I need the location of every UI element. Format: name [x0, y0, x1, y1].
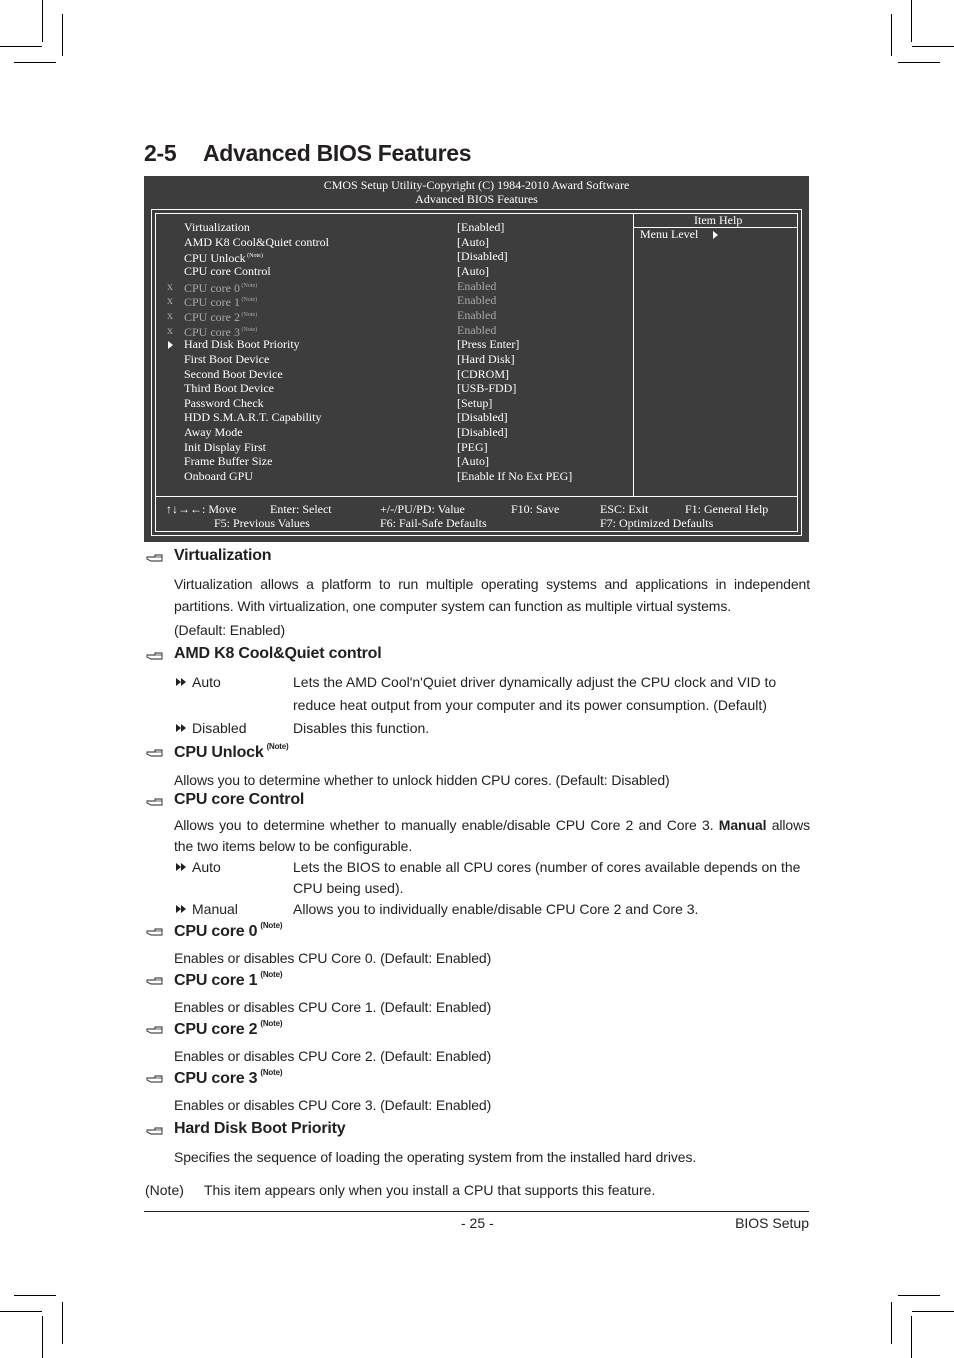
cool-quiet-option-disabled: Disabled	[176, 718, 246, 739]
cool-quiet-title: AMD K8 Cool&Quiet control	[174, 645, 382, 662]
crop-mark	[14, 1295, 56, 1296]
cpu-core3-description: Enables or disables CPU Core 3. (Default: Enabled)	[174, 1097, 492, 1113]
item-help-divider	[633, 214, 634, 496]
crop-mark	[891, 14, 892, 56]
footer-select-hint: Enter: Select	[270, 502, 332, 516]
bios-setting-label: Init Display First	[184, 439, 267, 454]
bios-setting-row[interactable]	[164, 440, 624, 455]
cpu-core1-description: Enables or disables CPU Core 1. (Default: Enabled)	[174, 999, 492, 1015]
submenu-arrow-icon	[164, 337, 176, 352]
core-control-option-auto: Auto	[176, 857, 221, 878]
bios-setting-value[interactable]: [Auto]	[457, 454, 489, 469]
footer-save-hint: F10: Save	[511, 502, 560, 516]
bios-setting-row[interactable]	[164, 235, 624, 250]
core-control-description: Allows you to determine whether to manually enable/disable CPU Core 2 and Core 3. Manual allows the two items below to be configurable.	[174, 817, 811, 854]
bios-setting-row[interactable]	[164, 381, 624, 396]
crop-mark	[62, 1302, 63, 1344]
crop-mark	[62, 14, 63, 56]
bios-setting-value[interactable]: [Hard Disk]	[457, 351, 515, 366]
pointing-hand-icon	[146, 796, 164, 808]
bios-setting-row[interactable]	[164, 352, 624, 367]
bios-setting-value[interactable]: [Auto]	[457, 263, 489, 278]
double-arrow-icon	[176, 899, 192, 920]
footer-help-hint: F1: General Help	[685, 502, 769, 516]
bios-setting-row[interactable]	[164, 264, 624, 279]
bios-setting-row[interactable]	[164, 367, 624, 382]
bios-setting-row[interactable]	[164, 249, 624, 264]
bios-setting-value[interactable]: [USB-FDD]	[457, 381, 517, 396]
bios-setting-label: CPU core 0 $^{(Note)}$	[184, 280, 258, 295]
crop-mark	[912, 1311, 954, 1312]
bios-setting-row[interactable]	[164, 454, 624, 469]
bios-header-copyright: CMOS Setup Utility-Copyright (C) 1984-2010 Award Software	[323, 178, 630, 192]
cpu-core0-description: Enables or disables CPU Core 0. (Default: Enabled)	[174, 950, 492, 966]
crop-mark	[14, 62, 56, 63]
menu-level-arrow-icon	[713, 231, 718, 239]
bios-setting-row[interactable]	[164, 410, 624, 425]
bios-setting-row[interactable]	[164, 293, 624, 308]
pointing-hand-icon	[146, 650, 164, 662]
footer-rule	[144, 1211, 809, 1212]
crop-mark	[898, 1295, 940, 1296]
bios-setting-label: HDD S.M.A.R.T. Capability	[184, 410, 322, 425]
crop-mark	[891, 1302, 892, 1344]
pointing-hand-icon	[146, 926, 164, 938]
cpu-unlock-description: Allows you to determine whether to unlock hidden CPU cores. (Default: Disabled)	[174, 772, 670, 788]
bios-setting-value[interactable]: [Setup]	[457, 395, 493, 410]
bios-setting-label: Frame Buffer Size	[184, 454, 273, 469]
hdd-boot-priority-title: Hard Disk Boot Priority	[174, 1120, 346, 1137]
core-control-option-manual: Manual	[176, 899, 238, 920]
note-marker: (Note)	[240, 282, 258, 289]
hdd-boot-priority-description: Specifies the sequence of loading the operating system from the installed hard drives.	[174, 1149, 697, 1165]
crop-mark	[898, 62, 940, 63]
pointing-hand-icon	[146, 1125, 164, 1137]
bios-setting-value[interactable]: [Enable If No Ext PEG]	[457, 469, 573, 484]
bios-setting-label: Onboard GPU	[184, 469, 253, 484]
note-marker: (Note)	[240, 297, 258, 304]
note-marker: (Note)	[260, 1068, 283, 1077]
note-marker: (Note)	[260, 921, 283, 930]
bios-setting-value[interactable]: Enabled	[457, 278, 497, 293]
unavailable-mark: x	[167, 322, 173, 337]
unavailable-mark: x	[167, 293, 173, 308]
section-title	[144, 140, 471, 167]
unavailable-mark: x	[167, 307, 173, 322]
bios-setting-value[interactable]: [Enabled]	[457, 220, 505, 234]
footer-failsafe-hint: F6: Fail-Safe Defaults	[380, 516, 487, 530]
bios-setting-label: Virtualization	[184, 220, 250, 234]
footer-section-name: BIOS Setup	[735, 1215, 809, 1231]
core-control-manual-desc: Allows you to individually enable/disable CPU Core 2 and Core 3.	[293, 901, 699, 917]
bios-setting-value[interactable]: [CDROM]	[457, 366, 510, 381]
cpu-unlock-title: CPU Unlock $^{(Note)}$	[174, 742, 289, 761]
note-label: (Note)	[145, 1182, 184, 1198]
cpu-core3-title: CPU core 3 $^{(Note)}$	[174, 1068, 283, 1087]
note-marker: (Note)	[240, 311, 258, 318]
footer-move-hint: ↑↓→←: Move	[166, 502, 237, 516]
pointing-hand-icon	[146, 552, 164, 564]
section-number: 2-5	[144, 140, 177, 166]
footer-value-hint: +/-/PU/PD: Value	[380, 502, 465, 516]
virtualization-title: Virtualization	[174, 547, 272, 564]
cpu-core1-title: CPU core 1 $^{(Note)}$	[174, 970, 283, 989]
crop-mark	[911, 0, 912, 42]
bios-inner-frame	[155, 213, 798, 532]
cpu-core2-description: Enables or disables CPU Core 2. (Default: Enabled)	[174, 1048, 492, 1064]
bios-setting-row[interactable]	[164, 308, 624, 323]
bios-header-menu-title: Advanced BIOS Features	[415, 192, 538, 206]
cool-quiet-auto-desc-line1: Lets the AMD Cool'n'Quiet driver dynamically adjust the CPU clock and VID to	[293, 674, 777, 690]
pointing-hand-icon	[146, 975, 164, 987]
note-marker: (Note)	[240, 326, 258, 333]
bios-setting-row[interactable]	[164, 337, 624, 352]
bios-setting-label: Second Boot Device	[184, 366, 283, 381]
bios-setting-label: Password Check	[184, 395, 264, 410]
bios-setting-value[interactable]: [Press Enter]	[457, 337, 520, 352]
double-arrow-icon	[176, 857, 192, 878]
cool-quiet-disabled-desc: Disables this function.	[293, 720, 430, 736]
bios-setting-label: CPU Unlock $^{(Note)}$	[184, 251, 263, 266]
page-number: - 25 -	[461, 1215, 494, 1231]
menu-level-indicator	[640, 227, 718, 241]
menu-level-label: Menu Level	[640, 227, 699, 241]
bios-setting-value[interactable]: Enabled	[457, 307, 497, 322]
crop-mark	[912, 46, 954, 47]
bios-setting-label: Third Boot Device	[184, 381, 274, 396]
pointing-hand-icon	[146, 747, 164, 759]
bios-setting-row[interactable]	[164, 323, 624, 338]
crop-mark	[42, 0, 43, 42]
cpu-core0-title: CPU core 0 $^{(Note)}$	[174, 921, 283, 940]
bios-setting-row[interactable]	[164, 220, 624, 235]
cpu-core2-title: CPU core 2 $^{(Note)}$	[174, 1019, 283, 1038]
core-control-auto-desc-line2: CPU being used).	[293, 880, 404, 896]
bios-setting-row[interactable]	[164, 396, 624, 411]
bios-setting-label: First Boot Device	[184, 351, 270, 366]
bios-setting-value[interactable]: Enabled	[457, 293, 497, 308]
footer-exit-hint: ESC: Exit	[600, 502, 649, 516]
virtualization-description: Virtualization allows a platform to run multiple operating systems and applications in independent partitions. With virtualization, one computer system can function as multiple virtual systems.	[174, 576, 810, 614]
note-marker: (Note)	[245, 253, 263, 260]
note-text: This item appears only when you install a CPU that supports this feature.	[204, 1182, 656, 1198]
double-arrow-icon	[176, 718, 192, 739]
pointing-hand-icon	[146, 1073, 164, 1085]
bios-setting-label: CPU core 3 $^{(Note)}$	[184, 324, 258, 339]
bios-setting-row[interactable]	[164, 425, 624, 440]
bios-setting-row[interactable]	[164, 469, 624, 484]
bios-setting-label: Hard Disk Boot Priority	[184, 337, 300, 352]
bios-setting-value[interactable]: [Auto]	[457, 234, 489, 249]
bios-screen	[144, 176, 809, 542]
bios-setting-value[interactable]: [Disabled]	[457, 410, 508, 425]
virtualization-default: (Default: Enabled)	[174, 622, 286, 638]
crop-mark	[0, 1311, 42, 1312]
crop-mark	[42, 1316, 43, 1358]
note-marker: (Note)	[260, 1019, 283, 1028]
footer-optimized-hint: F7: Optimized Defaults	[600, 516, 714, 530]
bios-setting-value[interactable]: [PEG]	[457, 439, 488, 454]
bios-setting-label: CPU core 1 $^{(Note)}$	[184, 295, 258, 310]
bios-setting-value[interactable]: [Disabled]	[457, 249, 508, 264]
bios-setting-label: AMD K8 Cool&Quiet control	[184, 234, 329, 249]
note-marker: (Note)	[266, 742, 289, 751]
unavailable-mark: x	[167, 278, 173, 293]
item-help-title: Item Help	[694, 213, 743, 227]
core-control-title: CPU core Control	[174, 791, 305, 808]
section-title-text: Advanced BIOS Features	[203, 140, 472, 166]
bios-setting-value[interactable]: Enabled	[457, 322, 497, 337]
core-control-auto-desc-line1: Lets the BIOS to enable all CPU cores (number of cores available depends on the	[293, 859, 801, 875]
footer-previous-values-hint: F5: Previous Values	[214, 516, 310, 530]
double-arrow-icon	[176, 672, 192, 693]
bios-outer-frame	[151, 209, 802, 536]
bios-setting-value[interactable]: [Disabled]	[457, 425, 508, 440]
crop-mark	[911, 1316, 912, 1358]
pointing-hand-icon	[146, 1024, 164, 1036]
note-marker: (Note)	[260, 970, 283, 979]
bios-setting-label: CPU core 2 $^{(Note)}$	[184, 309, 258, 324]
bios-setting-label: Away Mode	[184, 425, 243, 440]
cool-quiet-auto-desc-line2: reduce heat output from your computer and its power consumption. (Default)	[293, 697, 767, 713]
bios-footer-divider	[156, 496, 797, 497]
cool-quiet-option-auto: Auto	[176, 672, 221, 693]
crop-mark	[0, 46, 42, 47]
bios-setting-row[interactable]	[164, 279, 624, 294]
bios-setting-label: CPU core Control	[184, 263, 271, 278]
